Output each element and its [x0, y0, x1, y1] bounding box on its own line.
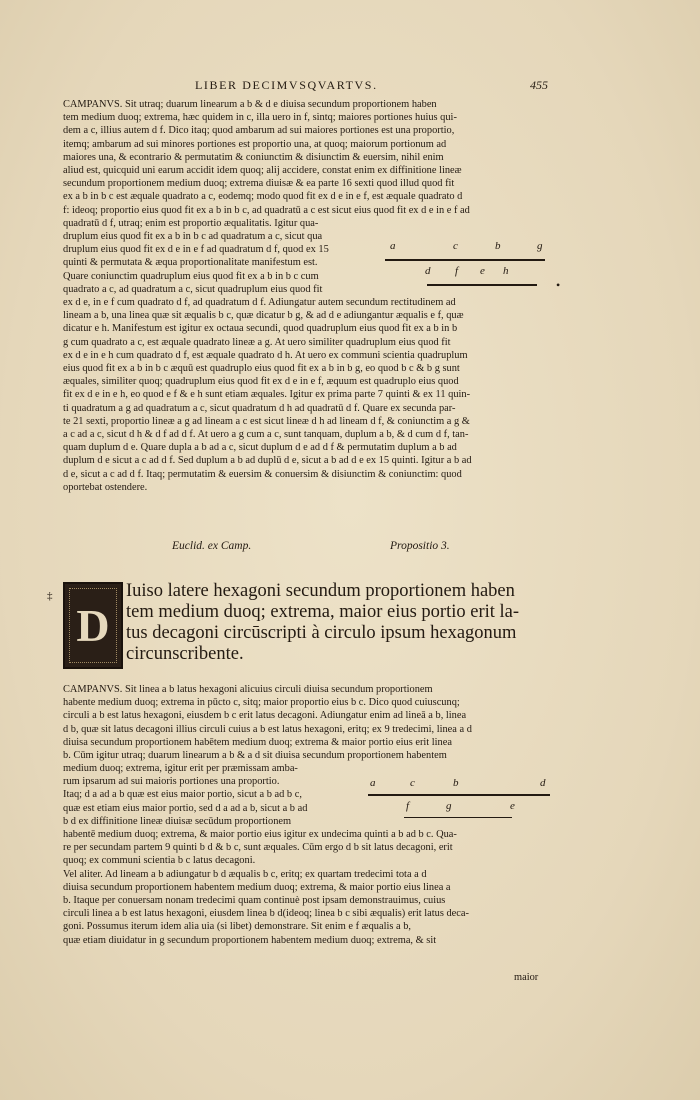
- fig1-label-b: b: [495, 240, 501, 252]
- text-line: f: ideoq; proportio eius quod fit ex a b in b c, ad quadratū a c est sicut eius quod fit ex d e in e f ad: [63, 204, 470, 216]
- text-line: fit ex d e in e h, eo quod e f & e h sunt etiam æquales. Igitur ex prima parte 7 quinti & ex 11 quin-: [63, 389, 471, 401]
- text-line: b. Cūm igitur utraq; duarum linearum a b & a d sit diuisa secundum proportionem habentem: [63, 750, 447, 762]
- proposition-line: Iuiso latere hexagoni secundum proportionem haben: [126, 581, 515, 601]
- text-line: g cum quadrato a c, est æquale quadrato lineæ a g. At uero similiter quadruplum eius quod fit: [63, 336, 451, 348]
- text-line: æquales, similiter quoq; quadruplum eius quod fit ex d e in e f, æquum est quadruplo eius quod: [63, 376, 459, 388]
- text-line: eius quod fit ex a b in b c æquū est quadruplo eius quod fit ex a b in b g, eo quod b c & b g sunt: [63, 363, 460, 375]
- text-line: ex d e in e h cum quadrato d f, est æquale quadrato d h. At uero ex communi scientia quadruplum: [63, 349, 468, 361]
- text-line: secundum proportionem medium duoq; extrema diuisæ & ea parte 16 sexti quod illud quod fit: [63, 178, 455, 190]
- margin-ornament-1: •: [556, 278, 561, 292]
- fig1-line-ag: [385, 259, 545, 261]
- proposition-statement: [126, 581, 556, 665]
- fig1-label-d: d: [425, 265, 431, 277]
- text-line: re per secundam partem 9 quinti b d & b c, sunt æquales. Cūm ergo d b sit latus decagoni, erit: [63, 842, 453, 854]
- text-line: Itaq; d a ad a b quæ est eius maior portio, sicut a b ad b c,: [63, 789, 302, 801]
- text-line: CAMPANVS. Sit linea a b latus hexagoni alicuius circuli diuisa secundum proportionem: [63, 684, 433, 695]
- campanus-paragraph-2-narrow: [63, 762, 363, 828]
- text-line: d e, sicut a c ad d f. Itaq; permutatim & euersim & conuersim & disiunctim & coniunctim: quod: [63, 468, 462, 480]
- text-line: aliud est, quicquid uni earum accidit idem quoq; alij accidere, constat enim ex diffinitione lineæ: [63, 165, 462, 177]
- campanus-paragraph-2-top: [63, 683, 555, 762]
- text-line: dem a c, illius autem d f. Dico itaq; quod ambarum ad sui maiores portiones est una proportio,: [63, 125, 455, 137]
- text-line: diuisa secundum proportionem habētem medium duoq; extrema & maior portio eius erit linea: [63, 736, 452, 748]
- text-line: quæ est etiam eius maior portio, sed d a ad a b, sicut a b ad: [63, 802, 308, 814]
- figure-line-diagram-2: [368, 777, 553, 827]
- text-line: tem medium duoq; extrema, hæc quidem in c, illa uero in f, sintq; maiores portiones huius qui-: [63, 112, 457, 124]
- text-line: lineam a b, una linea quæ sit æqualis b c, quæ dicatur b g, & ad d e adiungantur æqualis e f, quæ: [63, 310, 464, 322]
- text-line: dicatur e h. Manifestum est igitur ex octaua secundi, quod quadruplum eius quod fit ex a b in b: [63, 323, 458, 335]
- fig2-label-b: b: [453, 777, 459, 789]
- text-line: quoq; ex communi scientia b c latus decagoni.: [63, 855, 256, 867]
- text-line: goni. Possumus iterum idem alia uia (si libet) demonstrare. Sit enim e f æqualis a b,: [63, 921, 412, 933]
- text-line: druplum eius quod fit ex a b in b c ad quadratum a c, sicut qua: [63, 231, 323, 242]
- proposition-line: tem medium duoq; extrema, maior eius portio erit la-: [126, 602, 520, 622]
- text-line: ex d e, in e f cum quadrato d f, ad quadratum d f. Adiungatur autem secundum rectitudinem ad: [63, 297, 456, 308]
- text-line: quam duplum d e. Quare dupla a b ad a c, sicut duplum d e ad d f & permutatim duplum a b ad: [63, 442, 457, 454]
- section-heading-left: Euclid. ex Camp.: [172, 540, 252, 552]
- drop-cap-initial: [63, 582, 123, 669]
- fig1-label-c: c: [453, 240, 458, 252]
- text-line: medium duoq; extrema, igitur erit per præmissam amba-: [63, 763, 298, 774]
- fig2-label-g: g: [446, 800, 452, 812]
- fig2-label-a: a: [370, 777, 376, 789]
- fig1-label-f: f: [455, 265, 459, 277]
- folio-number: 455: [530, 78, 548, 92]
- text-line: quadrato a c, ad quadratum a c, sicut quadruplum eius quod fit: [63, 283, 323, 295]
- fig1-label-h: h: [503, 265, 509, 277]
- campanus-paragraph-1-bottom: [63, 296, 555, 494]
- text-line: b d ex diffinitione lineæ diuisæ secūdum proportionem: [63, 815, 292, 827]
- text-line: rum ipsarum ad sui maioris portiones una proportio.: [63, 776, 280, 788]
- catchword: maior: [514, 972, 539, 983]
- text-line: quadratū d f, utraq; enim est proportio æqualitatis. Igitur qua-: [63, 217, 319, 229]
- text-line: itemq; ambarum ad sui minores portiones est proportio una, at quoq; maiorum portionum ad: [63, 138, 447, 150]
- running-head: LIBER DECIMVSQVARTVS.: [195, 78, 378, 92]
- text-line: maiores una, & econtrario & permutatim & coniunctim & disiunctim & euersim, nihil enim: [63, 151, 444, 163]
- campanus-paragraph-2-bottom: [63, 828, 555, 947]
- proposition-line: circunscribente.: [126, 644, 244, 664]
- fig1-line-dh: [427, 284, 537, 286]
- text-line: quinti & permutata & æqua proportionalitate manifestum est.: [63, 257, 318, 269]
- section-heading-right: Propositio 3.: [390, 540, 450, 552]
- fig2-label-e: e: [510, 800, 515, 812]
- text-line: te 21 sexti, proportio lineæ a g ad lineam a c est sicut lineæ d h ad lineam d f, & coniunctim a g &: [63, 415, 470, 427]
- fig1-label-g: g: [537, 240, 543, 252]
- figure-line-diagram-1: [385, 240, 555, 290]
- text-line: diuisa secundum proportionem habentem medium duoq; extrema, & maior portio eius linea a: [63, 881, 451, 893]
- campanus-paragraph-1-top: [63, 98, 555, 230]
- text-line: duplum d e sicut a c ad d f. Sed duplum a b ad duplū d e, sicut a b ad d e ex 15 quinti. Igitur a b ad: [63, 455, 472, 467]
- drop-cap-letter: D: [76, 600, 110, 651]
- text-line: Vel aliter. Ad lineam a b adiungatur b d æqualis b c, eritq; ex quartam tredecimi tota a d: [63, 868, 427, 880]
- text-line: circuli a b est latus hexagoni, eiusdem b c erit latus decagoni. Adiungatur enim ad lineā a b, linea: [63, 710, 467, 722]
- fig2-line-ad: [368, 794, 550, 796]
- text-line: druplum eius quod fit ex d e in e f ad quadratum d f, quod ex 15: [63, 244, 329, 256]
- text-line: CAMPANVS. Sit utraq; duarum linearum a b & d e diuisa secundum proportionem haben: [63, 99, 437, 110]
- text-line: habente medium duoq; extrema in pūcto c, sitq; maior proportio eius b c. Dico quod cuiuscunq;: [63, 697, 460, 709]
- text-line: a c ad a c, sicut d h & d f ad d f. At uero a g cum a c, sunt tanquam, duplum a b, & d cum d f, tan-: [63, 429, 469, 441]
- fig1-label-e: e: [480, 265, 485, 277]
- proposition-line: tus decagoni circūscripti à circulo ipsum hexagonum: [126, 623, 517, 643]
- fig2-line-fe: [404, 817, 512, 818]
- fig2-label-f: f: [406, 800, 410, 812]
- text-line: ti quadratum a g ad quadratum a c, sicut quadratum d h ad quadratū d f. Quare ex secunda par-: [63, 402, 456, 414]
- text-line: quæ etiam diuidatur in g secundum proportionem habentem medium duoq; extrema, & sit: [63, 934, 437, 946]
- text-line: habentē medium duoq; extrema, & maior portio eius igitur ex undecima quinti a b ad b c. Qua-: [63, 829, 457, 840]
- campanus-paragraph-1-narrow: [63, 230, 393, 296]
- text-line: d b, quæ sit latus decagoni illius circuli cuius a b est latus hexagoni, eritq; ex 9 tredecimi, linea a d: [63, 723, 472, 735]
- text-line: oportebat ostendere.: [63, 481, 148, 493]
- text-line: Quare coniunctim quadruplum eius quod fit ex a b in b c cum: [63, 270, 319, 282]
- text-line: circuli linea a b est latus hexagoni, eiusdem linea b d(ideoq; linea b c sibi æqualis) erit latus deca-: [63, 908, 469, 920]
- fig2-label-d: d: [540, 777, 546, 789]
- text-line: b. Itaque per conuersam nonam tredecimi quam continuè post ipsam demonstrauimus, cuius: [63, 895, 446, 907]
- margin-mark-proposition: ‡: [47, 590, 53, 602]
- fig2-label-c: c: [410, 777, 415, 789]
- text-line: ex a b in b c est æquale quadrato a c, eodemq; modo quod fit ex d e in e f, est æquale quadrato d: [63, 191, 463, 203]
- fig1-label-a: a: [390, 240, 396, 252]
